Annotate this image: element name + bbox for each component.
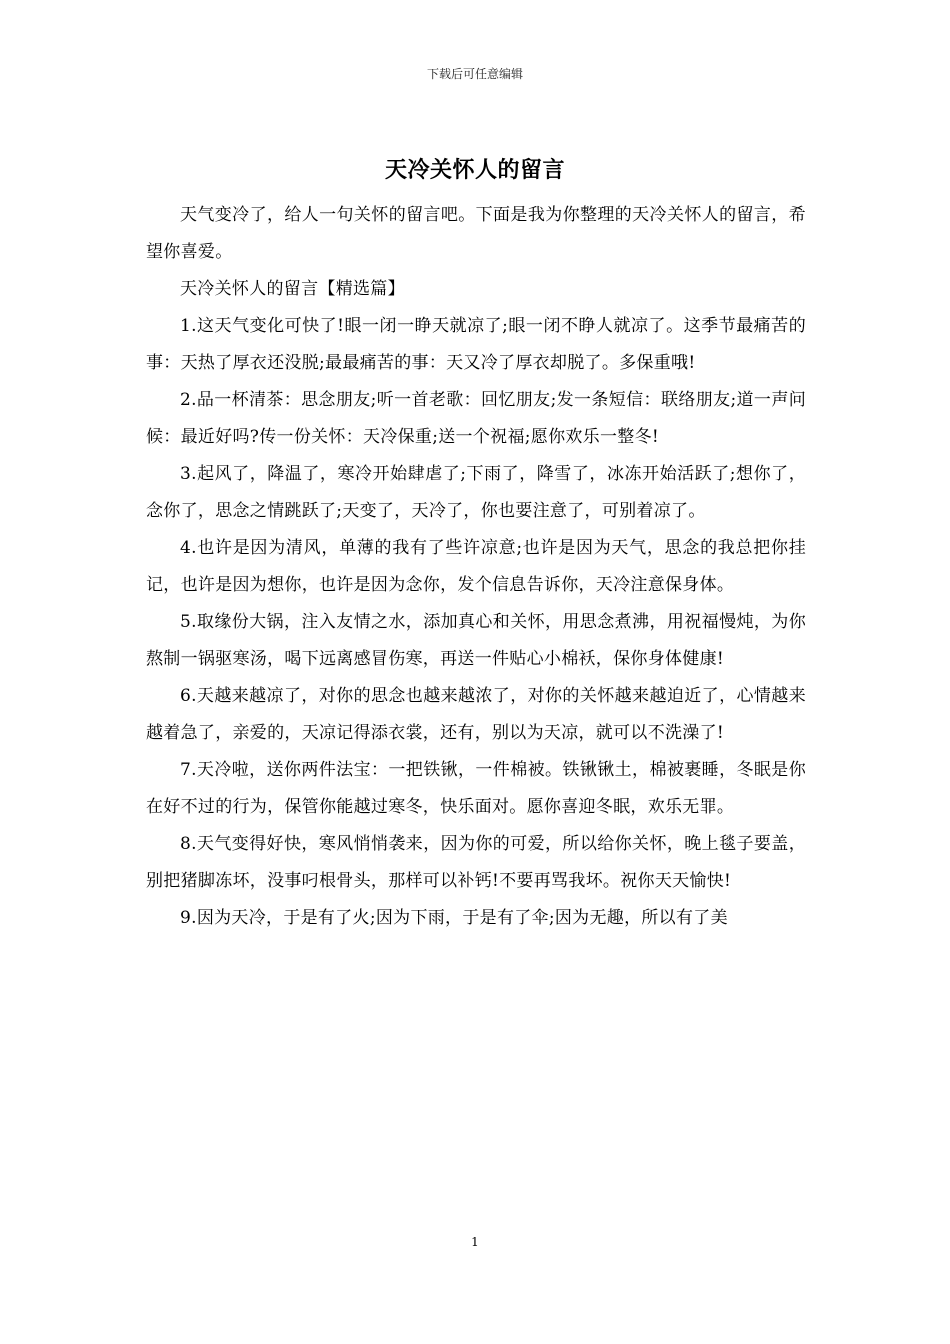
page-number: 1 [471, 1235, 479, 1249]
document-title: 天冷关怀人的留言 [384, 157, 565, 183]
message-item-9: 9.因为天冷，于是有了火;因为下雨，于是有了伞;因为无趣，所以有了美 [180, 908, 728, 928]
section-heading: 天冷关怀人的留言【精选篇】 [180, 279, 405, 299]
message-item-2: 2.品一杯清茶：思念朋友;听一首老歌：回忆朋友;发一条短信：联络朋友;道一声问候：最近好吗?传一份关怀：天冷保重;送一个祝福;愿你欢乐一整冬! [146, 390, 806, 447]
message-item-5: 5.取缘份大锅，注入友情之水，添加真心和关怀，用思念煮沸，用祝福慢炖，为你熬制一锅驱寒汤，喝下远离感冒伤寒，再送一件贴心小棉袄，保你身体健康! [146, 612, 806, 669]
message-item-8: 8.天气变得好快，寒风悄悄袭来，因为你的可爱，所以给你关怀，晚上毯子要盖，别把猪脚冻坏，没事叼根骨头，那样可以补钙!不要再骂我坏。祝你天天愉快! [146, 834, 806, 891]
message-item-4: 4.也许是因为清风，单薄的我有了些许凉意;也许是因为天气，思念的我总把你挂记，也许是因为想你，也许是因为念你，发个信息告诉你，天冷注意保身体。 [146, 538, 806, 595]
message-item-6: 6.天越来越凉了，对你的思念也越来越浓了，对你的关怀越来越迫近了，心情越来越着急了，亲爱的，天凉记得添衣裳，还有，别以为天凉，就可以不洗澡了! [146, 686, 806, 743]
message-item-7: 7.天冷啦，送你两件法宝：一把铁锹，一件棉被。铁锹锹土，棉被裹睡，冬眠是你在好不过的行为，保管你能越过寒冬，快乐面对。愿你喜迎冬眠，欢乐无罪。 [146, 760, 806, 817]
page-header: 下载后可任意编辑 [426, 67, 523, 81]
intro-paragraph: 天气变冷了，给人一句关怀的留言吧。下面是我为你整理的天冷关怀人的留言，希望你喜爱。 [146, 205, 806, 262]
message-item-3: 3.起风了，降温了，寒冷开始肆虐了;下雨了，降雪了，冰冻开始活跃了;想你了，念你了，思念之情跳跃了;天变了，天冷了，你也要注意了，可别着凉了。 [146, 464, 806, 521]
message-item-1: 1.这天气变化可快了!眼一闭一睁天就凉了;眼一闭不睁人就凉了。这季节最痛苦的事：天热了厚衣还没脱;最最痛苦的事：天又冷了厚衣却脱了。多保重哦! [146, 316, 806, 373]
document-body [146, 197, 806, 937]
